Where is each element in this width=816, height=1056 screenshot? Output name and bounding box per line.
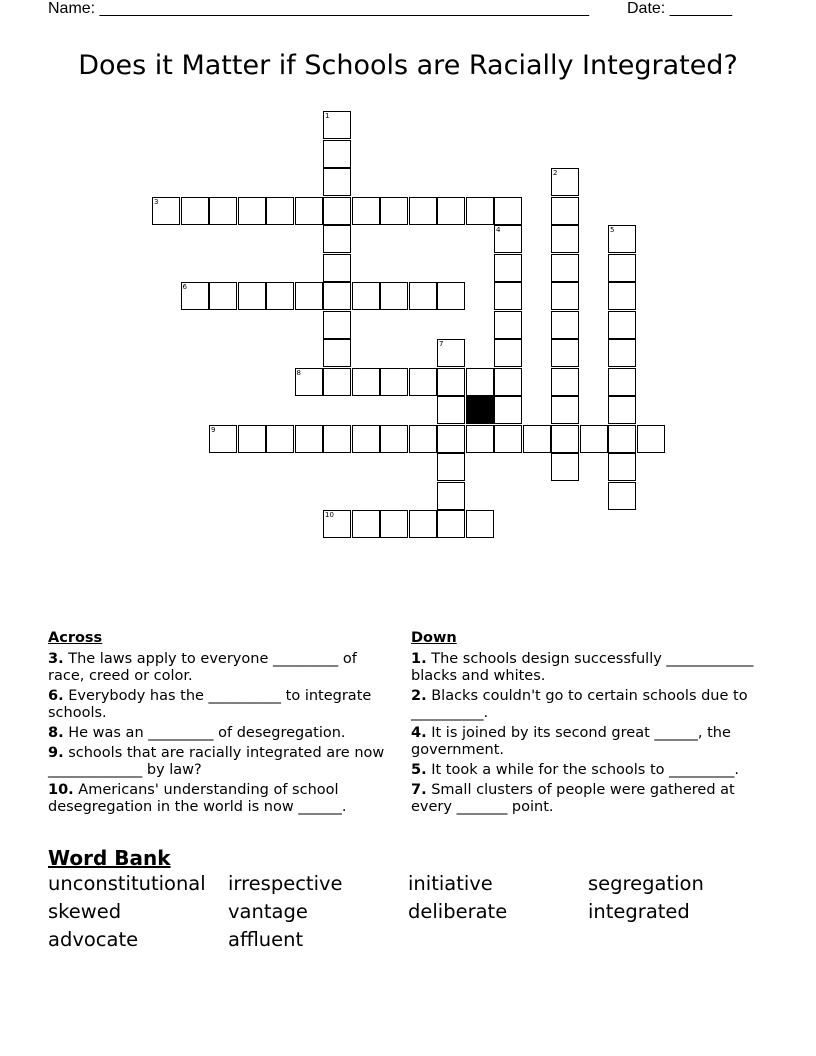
- crossword-cell[interactable]: [551, 425, 579, 453]
- clue-number: 7.: [411, 782, 427, 798]
- word-bank-word: affluent: [228, 928, 304, 951]
- clue-text: The laws apply to everyone _________ of race, creed or color.: [48, 651, 357, 684]
- clue-text: The schools design successfully ____________ blacks and whites.: [411, 651, 754, 684]
- across-clue-10: [48, 782, 388, 816]
- word-bank-word: unconstitutional: [48, 872, 206, 895]
- word-bank-word: vantage: [228, 900, 308, 923]
- crossword-cell[interactable]: [295, 368, 323, 396]
- across-clue-8: [48, 725, 388, 742]
- crossword-cell[interactable]: [580, 425, 608, 453]
- word-bank-title: Word Bank: [48, 846, 171, 870]
- crossword-cell[interactable]: [295, 197, 323, 225]
- crossword-cell[interactable]: [437, 197, 465, 225]
- crossword-cell[interactable]: [323, 225, 351, 253]
- clue-number-label: 10: [325, 511, 334, 519]
- crossword-cell[interactable]: [181, 282, 209, 310]
- crossword-cell[interactable]: [323, 254, 351, 282]
- crossword-cell[interactable]: [266, 197, 294, 225]
- crossword-cell[interactable]: [352, 197, 380, 225]
- crossword-cell[interactable]: [352, 510, 380, 538]
- crossword-cell[interactable]: [238, 425, 266, 453]
- crossword-cell[interactable]: [551, 339, 579, 367]
- crossword-cell[interactable]: [209, 282, 237, 310]
- word-bank-word: skewed: [48, 900, 122, 923]
- crossword-cell[interactable]: [409, 197, 437, 225]
- crossword-cell[interactable]: [437, 482, 465, 510]
- crossword-cell[interactable]: [608, 425, 636, 453]
- date-field[interactable]: Date: _______: [627, 0, 732, 17]
- puzzle-title: Does it Matter if Schools are Racially Integrated?: [78, 50, 738, 81]
- crossword-cell[interactable]: [437, 425, 465, 453]
- crossword-cell[interactable]: [551, 168, 579, 196]
- clue-number: 1.: [411, 651, 427, 667]
- across-clue-9: [48, 745, 388, 779]
- word-bank-word: segregation: [588, 872, 704, 895]
- crossword-cell[interactable]: [352, 282, 380, 310]
- crossword-cell[interactable]: [409, 282, 437, 310]
- crossword-cell[interactable]: [323, 197, 351, 225]
- across-clue-6: [48, 688, 388, 722]
- crossword-cell[interactable]: [209, 425, 237, 453]
- crossword-cell[interactable]: [323, 111, 351, 139]
- crossword-cell[interactable]: [409, 510, 437, 538]
- crossword-cell[interactable]: [437, 510, 465, 538]
- clue-number-label: 8: [296, 368, 301, 377]
- crossword-cell[interactable]: [494, 197, 522, 225]
- word-bank-word: deliberate: [408, 900, 508, 923]
- crossword-cell[interactable]: [352, 368, 380, 396]
- clue-text: schools that are racially integrated are now _____________ by law?: [48, 745, 385, 778]
- crossword-cell[interactable]: [323, 140, 351, 168]
- crossword-cell[interactable]: [551, 368, 579, 396]
- crossword-cell[interactable]: [551, 197, 579, 225]
- across-heading: Across: [48, 630, 103, 646]
- crossword-cell[interactable]: [380, 510, 408, 538]
- clue-number: 3.: [48, 651, 64, 667]
- clue-text: It took a while for the schools to _________.: [431, 762, 739, 778]
- crossword-cell[interactable]: [494, 282, 522, 310]
- crossword-cell[interactable]: [437, 368, 465, 396]
- clue-number: 2.: [411, 688, 427, 704]
- crossword-cell[interactable]: [323, 339, 351, 367]
- crossword-black-cell: [466, 396, 494, 424]
- crossword-cell[interactable]: [551, 254, 579, 282]
- crossword-cell[interactable]: [494, 225, 522, 253]
- crossword-cell[interactable]: [409, 425, 437, 453]
- crossword-cell[interactable]: [323, 282, 351, 310]
- crossword-cell[interactable]: [209, 197, 237, 225]
- clue-number-label: 2: [553, 169, 558, 177]
- crossword-cell[interactable]: [266, 282, 294, 310]
- crossword-cell[interactable]: [466, 510, 494, 538]
- crossword-cell[interactable]: [437, 282, 465, 310]
- clue-number: 9.: [48, 745, 64, 761]
- clue-number-label: 7: [439, 340, 444, 348]
- crossword-cell[interactable]: [608, 453, 636, 481]
- crossword-cell[interactable]: [295, 282, 323, 310]
- crossword-cell[interactable]: [608, 282, 636, 310]
- down-clue-2: [411, 688, 761, 722]
- crossword-cell[interactable]: [437, 396, 465, 424]
- clue-text: It is joined by its second great ______, the government.: [411, 725, 731, 758]
- word-bank-word: advocate: [48, 928, 139, 951]
- crossword-cell[interactable]: [323, 368, 351, 396]
- crossword-cell[interactable]: [551, 311, 579, 339]
- word-bank-list: [48, 870, 768, 954]
- crossword-cell[interactable]: [238, 197, 266, 225]
- word-bank-word: integrated: [588, 900, 690, 923]
- crossword-cell[interactable]: [608, 368, 636, 396]
- crossword-cell[interactable]: [352, 425, 380, 453]
- crossword-cell[interactable]: [608, 482, 636, 510]
- crossword-cell[interactable]: [380, 282, 408, 310]
- clue-number: 10.: [48, 782, 74, 798]
- crossword-cell[interactable]: [494, 311, 522, 339]
- down-clue-5: [411, 762, 761, 779]
- word-bank-word: initiative: [408, 872, 493, 895]
- crossword-cell[interactable]: [266, 425, 294, 453]
- clue-number: 5.: [411, 762, 427, 778]
- crossword-cell[interactable]: [608, 254, 636, 282]
- down-clue-4: [411, 725, 761, 759]
- crossword-cell[interactable]: [551, 225, 579, 253]
- crossword-cell[interactable]: [409, 368, 437, 396]
- crossword-cell[interactable]: [181, 197, 209, 225]
- crossword-cell[interactable]: [466, 368, 494, 396]
- crossword-cell[interactable]: [551, 396, 579, 424]
- clue-number: 8.: [48, 725, 64, 741]
- clue-number: 6.: [48, 688, 64, 704]
- crossword-cell[interactable]: [608, 339, 636, 367]
- name-field[interactable]: Name: _______________________________________________________: [48, 0, 589, 17]
- crossword-cell[interactable]: [551, 453, 579, 481]
- crossword-cell[interactable]: [437, 339, 465, 367]
- crossword-cell[interactable]: [380, 425, 408, 453]
- crossword-cell[interactable]: [494, 396, 522, 424]
- clue-number-label: 4: [496, 226, 501, 234]
- down-clues: [411, 630, 761, 819]
- crossword-cell[interactable]: [323, 510, 351, 538]
- crossword-cell[interactable]: [551, 282, 579, 310]
- crossword-cell[interactable]: [608, 311, 636, 339]
- clue-text: Americans' understanding of school desegregation in the world is now ______.: [48, 782, 347, 815]
- clue-text: He was an _________ of desegregation.: [68, 725, 346, 741]
- crossword-cell[interactable]: [323, 311, 351, 339]
- crossword-cell[interactable]: [608, 396, 636, 424]
- crossword-cell[interactable]: [494, 368, 522, 396]
- clue-number: 4.: [411, 725, 427, 741]
- crossword-cell[interactable]: [494, 339, 522, 367]
- down-clue-1: [411, 651, 761, 685]
- clue-number-label: 1: [325, 112, 330, 120]
- crossword-cell[interactable]: [637, 425, 665, 453]
- clue-text: Small clusters of people were gathered at every _______ point.: [411, 782, 735, 815]
- word-bank: [48, 846, 768, 954]
- crossword-cell[interactable]: [152, 197, 180, 225]
- clue-text: Everybody has the __________ to integrate schools.: [48, 688, 372, 721]
- down-heading: Down: [411, 630, 457, 646]
- crossword-cell[interactable]: [380, 368, 408, 396]
- down-clue-7: [411, 782, 761, 816]
- crossword-cell[interactable]: [466, 197, 494, 225]
- clue-number-label: 6: [182, 283, 187, 291]
- crossword-cell[interactable]: [437, 453, 465, 481]
- word-bank-word: irrespective: [228, 872, 343, 895]
- crossword-cell[interactable]: [295, 425, 323, 453]
- clue-number-label: 5: [610, 226, 615, 234]
- crossword-cell[interactable]: [466, 425, 494, 453]
- crossword-cell[interactable]: [523, 425, 551, 453]
- crossword-cell[interactable]: [323, 168, 351, 196]
- across-clues: [48, 630, 388, 819]
- crossword-cell[interactable]: [238, 282, 266, 310]
- crossword-cell[interactable]: [608, 225, 636, 253]
- clue-text: Blacks couldn't go to certain schools due to __________.: [411, 688, 748, 721]
- crossword-cell[interactable]: [494, 425, 522, 453]
- clue-number-label: 3: [154, 197, 159, 206]
- crossword-cell[interactable]: [494, 254, 522, 282]
- across-clue-3: [48, 651, 388, 685]
- crossword-cell[interactable]: [380, 197, 408, 225]
- crossword-cell[interactable]: [323, 425, 351, 453]
- clue-number-label: 9: [211, 425, 216, 434]
